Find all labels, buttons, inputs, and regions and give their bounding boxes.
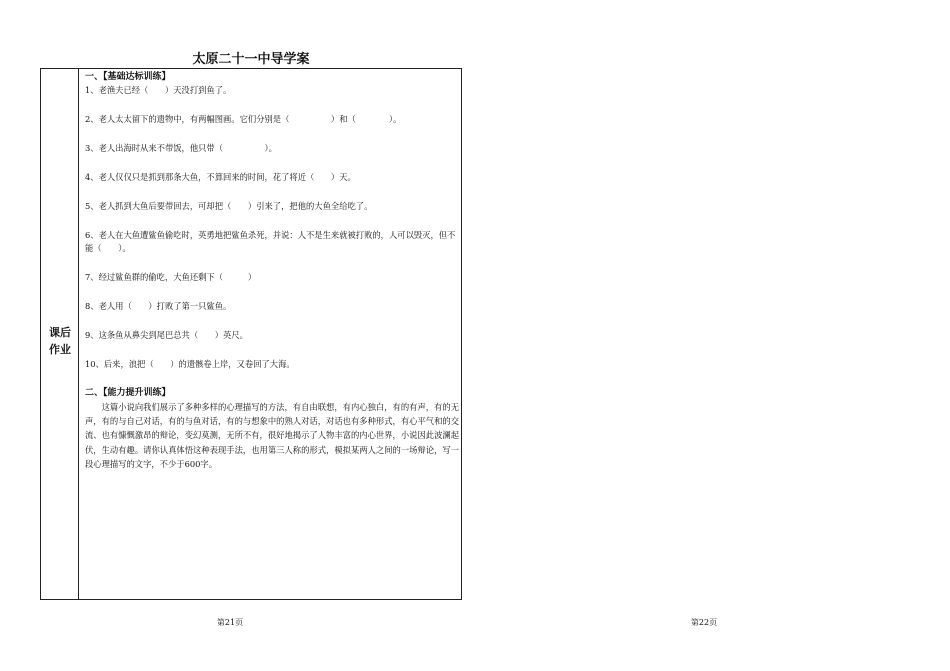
page-number-right: 第22页 [690,618,718,627]
section-2-title: 二、【能力提升训练】 [85,388,171,398]
section-1-title: 一、【基础达标训练】 [85,72,171,82]
question-3: 3、老人出海时从来不带饭，他只带（ ）。 [85,143,277,153]
question-10: 10、后来，浪把（ ）的遗骸卷上岸，又卷回了大海。 [85,359,295,369]
page-title: 太原二十一中导学案 [192,52,310,67]
question-4: 4、老人仅仅只是抓到那条大鱼，不算回来的时间，花了将近（ ）天。 [85,172,356,182]
question-2: 2、老人太太留下的遗物中，有两幅图画。它们分别是（ ）和（ ）。 [85,114,402,124]
question-1: 1、老渔夫已经（ ）天没打到鱼了。 [85,85,232,95]
page-number-left: 第21页 [216,618,244,627]
question-9: 9、这条鱼从鼻尖到尾巴总共（ ）英尺。 [85,330,248,340]
question-7: 7、经过鲨鱼群的偷吃，大鱼还剩下（ ） [85,272,257,282]
side-label [41,324,79,358]
question-8: 8、老人用（ ）打败了第一只鲨鱼。 [85,301,232,311]
section-2-text: 这篇小说向我们展示了多种多样的心理描写的方法，有自由联想，有内心独白，有的有声，有的无声，有的与自己对话，有的与鱼对话，有的与想象中的熟人对话，对话也有多种形式，有心平气和的交流、也有慷慨激昂的辩论，变幻莫测，无所不有，很好地揭示了人物丰富的内心世界，小说因此波澜起伏，生动有趣。请你认真体悟这种表现手法，也用第三人称的形式，模拟某两人之间的一场辩论，写一段心理描写的文字，不少于600字。 [85,402,459,469]
side-label-line-1: 课后 [49,326,71,339]
worksheet-table [40,68,462,600]
content-cell [85,71,459,471]
side-label-line-2: 作业 [49,343,71,356]
side-column [41,69,79,599]
question-5: 5、老人抓到大鱼后要带回去，可却把（ ）引来了，把他的大鱼全给吃了。 [85,201,373,211]
question-6: 6、老人在大鱼遭鲨鱼偷吃时，英勇地把鲨鱼杀死，并说：人不是生来就被打败的，人可以毁灭，但不能（ ）。 [85,230,456,253]
